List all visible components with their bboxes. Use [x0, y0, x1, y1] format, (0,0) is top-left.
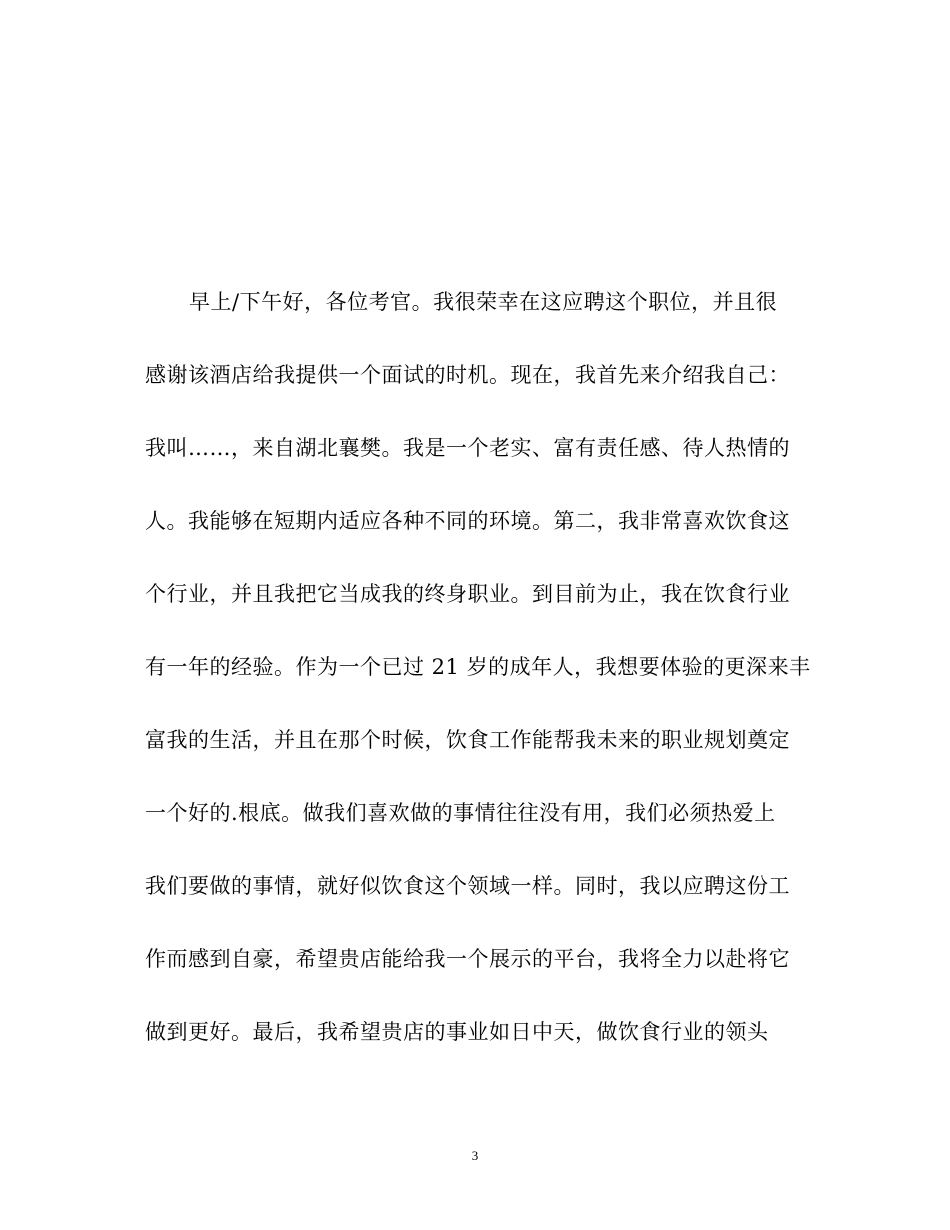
- paragraph-line-6: 有一年的经验。作为一个已过 21 岁的成年人，我想要体验的更深来丰: [145, 655, 811, 679]
- paragraph-line-11: 做到更好。最后，我希望贵店的事业如日中天，做饮食行业的领头: [145, 1020, 769, 1044]
- paragraph-line-3: 我叫……，来自湖北襄樊。我是一个老实、富有责任感、待人热情的: [145, 436, 790, 460]
- paragraph-line-9: 我们要做的事情，就好似饮食这个领域一样。同时，我以应聘这份工: [145, 874, 790, 898]
- page-number: 3: [471, 1148, 479, 1163]
- paragraph-line-4: 人。我能够在短期内适应各种不同的环境。第二，我非常喜欢饮食这: [145, 509, 790, 533]
- paragraph-line-5: 个行业，并且我把它当成我的终身职业。到目前为止，我在饮食行业: [145, 582, 790, 606]
- paragraph-line-2: 感谢该酒店给我提供一个面试的时机。现在，我首先来介绍我自己：: [145, 363, 790, 387]
- paragraph-line-10: 作而感到自豪，希望贵店能给我一个展示的平台，我将全力以赴将它: [145, 947, 790, 971]
- paragraph-line-1: 早上/下午好，各位考官。我很荣幸在这应聘这个职位，并且很: [189, 290, 778, 314]
- paragraph-line-8: 一个好的.根底。做我们喜欢做的事情往往没有用，我们必须热爱上: [145, 801, 776, 825]
- body-paragraph: [145, 282, 825, 1085]
- paragraph-line-7: 富我的生活，并且在那个时候，饮食工作能帮我未来的职业规划奠定: [145, 728, 790, 752]
